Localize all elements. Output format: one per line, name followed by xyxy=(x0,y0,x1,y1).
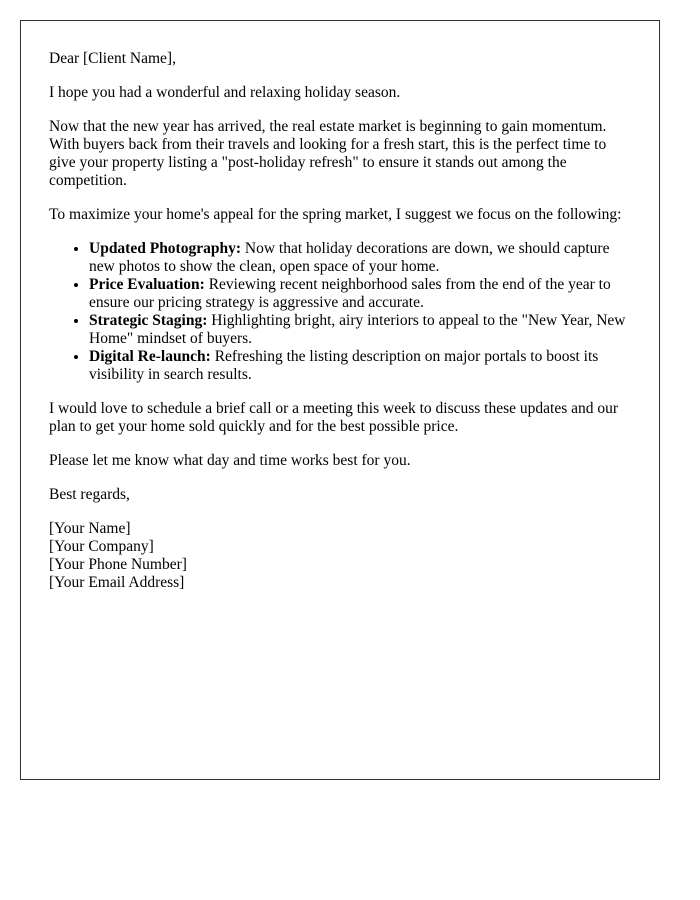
signature-email: [Your Email Address] xyxy=(49,574,185,591)
letter-page xyxy=(20,20,660,780)
list-item xyxy=(89,240,631,276)
list-item xyxy=(89,276,631,312)
signature-block xyxy=(49,520,631,592)
signature-phone: [Your Phone Number] xyxy=(49,556,187,573)
list-item-text: Highlighting bright, airy interiors to appeal to the "New Year, New Home" mindset of buyers. xyxy=(89,312,626,347)
signature-company: [Your Company] xyxy=(49,538,154,555)
intro-paragraph: I hope you had a wonderful and relaxing holiday season. xyxy=(49,84,401,101)
list-item-text: Refreshing the listing description on major portals to boost its visibility in search results. xyxy=(89,348,599,383)
availability-paragraph: Please let me know what day and time works best for you. xyxy=(49,452,411,469)
list-item-title: Updated Photography: xyxy=(89,240,242,257)
list-item-title: Strategic Staging: xyxy=(89,312,208,329)
focus-intro-paragraph: To maximize your home's appeal for the spring market, I suggest we focus on the following: xyxy=(49,206,622,223)
list-item xyxy=(89,348,631,384)
focus-list xyxy=(49,240,631,384)
list-item xyxy=(89,312,631,348)
schedule-paragraph: I would love to schedule a brief call or a meeting this week to discuss these updates and our plan to get your home sold quickly and for the best possible price. xyxy=(49,400,619,435)
list-item-title: Digital Re-launch: xyxy=(89,348,211,365)
list-item-title: Price Evaluation: xyxy=(89,276,205,293)
list-item-text: Reviewing recent neighborhood sales from the end of the year to ensure our pricing strategy is aggressive and accurate. xyxy=(89,276,611,311)
signature-name: [Your Name] xyxy=(49,520,131,537)
market-paragraph: Now that the new year has arrived, the real estate market is beginning to gain momentum. With buyers back from their travels and looking for a fresh start, this is the perfect time to give your property listing a "post-holiday refresh" to ensure it stands out among the competition. xyxy=(49,118,607,189)
salutation: Dear [Client Name], xyxy=(49,50,176,67)
closing: Best regards, xyxy=(49,486,130,503)
list-item-text: Now that holiday decorations are down, we should capture new photos to show the clean, open space of your home. xyxy=(89,240,610,275)
